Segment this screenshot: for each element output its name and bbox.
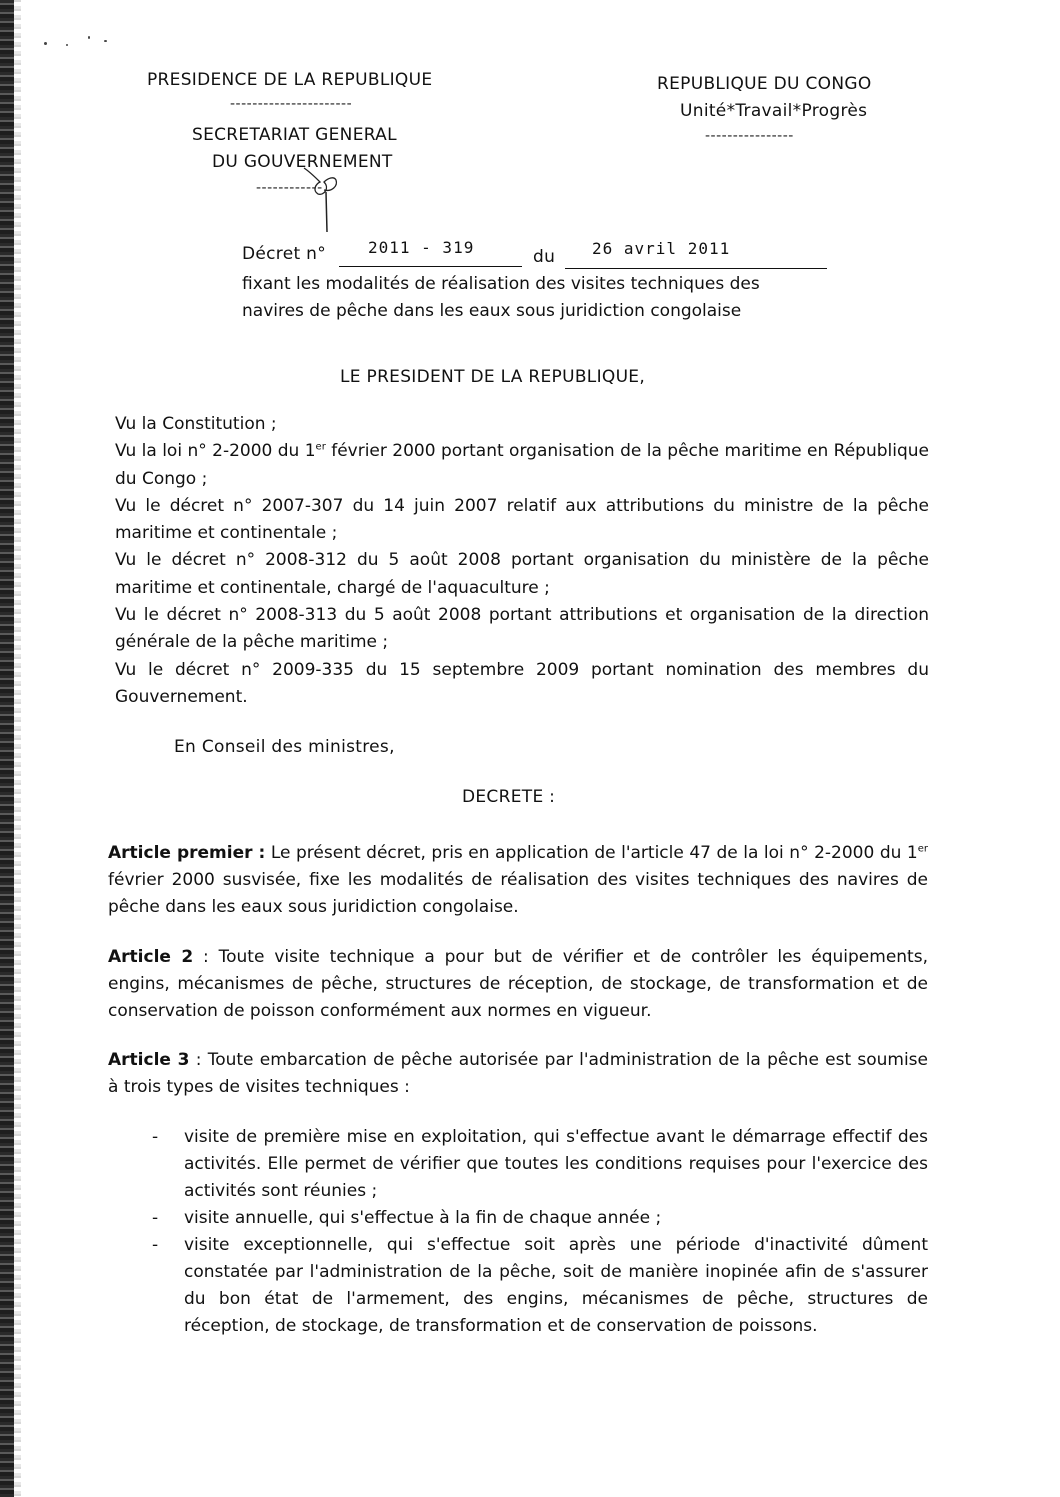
header-divider: ---------------- [705,128,794,144]
president-heading: LE PRESIDENT DE LA REPUBLIQUE, [340,367,646,387]
scan-speck [88,36,90,39]
article-3 [108,1047,928,1101]
decree-number: 2011 - 319 [368,238,475,257]
bullet-dash: - [152,1127,159,1147]
handwritten-mark-icon [296,162,352,234]
article-1-label: Article premier : [108,843,266,863]
bullet-dash: - [152,1208,159,1228]
visa-item: Vu le décret n° 2008-313 du 5 août 2008 portant attributions et organisation de la direction générale de la pêche maritime ; [115,605,929,653]
article-3-label: Article 3 [108,1050,190,1070]
scan-speck [104,40,107,42]
list-item [152,1124,928,1205]
visit-type-text: visite exceptionnelle, qui s'effectue soit après une période d'inactivité dûment constatée par l'administration de la pêche, soit de manière inopinée afin de s'assurer du bon état de l'armement, des engins, mécanismes de pêche, structures de réception, de stockage, de transformation et de conservation de poissons. [184,1235,928,1336]
article-1 [108,840,928,921]
bullet-dash: - [152,1235,159,1255]
visit-types-list [152,1124,928,1340]
visas-block [115,411,929,711]
header-government: DU GOUVERNEMENT [212,152,393,172]
list-item [152,1232,928,1340]
article-2-text: : Toute visite technique a pour but de vérifier et de contrôler les équipements, engins, mécanismes de pêche, structures de réception, de stockage, de transformation et de conservation de poisson conformément aux normes en vigueur. [108,947,928,1021]
decree-subject-line-1: fixant les modalités de réalisation des visites techniques des [242,274,760,294]
header-presidency: PRESIDENCE DE LA REPUBLIQUE [147,70,433,90]
article-2-label: Article 2 [108,947,194,967]
decree-subject-line-2: navires de pêche dans les eaux sous juridiction congolaise [242,301,742,321]
visa-item: Vu le décret n° 2008-312 du 5 août 2008 portant organisation du ministère de la pêche maritime et continentale, chargé de l'aquaculture ; [115,550,929,598]
scan-speck [44,42,47,45]
decree-label: Décret n° [242,244,327,264]
article-2 [108,944,928,1025]
scan-edge [0,0,14,1497]
article-3-text: : Toute embarcation de pêche autorisée par l'administration de la pêche est soumise à trois types de visites techniques : [108,1050,928,1097]
visa-item: Vu la Constitution ; [115,414,277,434]
list-item [152,1205,928,1232]
visa-item: Vu le décret n° 2007-307 du 14 juin 2007 relatif aux attributions du ministre de la pêche maritime et continentale ; [115,495,929,544]
decree-date-label: du [533,247,556,267]
visit-type-text: visite annuelle, qui s'effectue à la fin de chaque année ; [184,1208,662,1228]
header-divider: ---------------------- [230,96,353,112]
decrete-heading: DECRETE : [462,787,556,807]
scan-edge-shadow [14,0,21,1497]
visa-item: Vu la loi n° 2-2000 du 1er février 2000 portant organisation de la pêche maritime en République du Congo ; [115,441,930,489]
council-line: En Conseil des ministres, [174,737,395,757]
visit-type-text: visite de première mise en exploitation, qui s'effectue avant le démarrage effectif des activités. Elle permet de vérifier que toutes les conditions requises pour l'exercice des activités sont réunies ; [184,1127,928,1201]
header-republic: REPUBLIQUE DU CONGO [657,74,872,94]
visa-item: Vu le décret n° 2009-335 du 15 septembre 2009 portant nomination des membres du Gouvernement. [115,659,929,707]
article-1-text: Le présent décret, pris en application de l'article 47 de la loi n° 2-2000 du 1er février 2000 susvisée, fixe les modalités de réalisation des visites techniques des navires de pêche dans les eaux sous juridiction congolaise. [108,843,929,917]
header-motto: Unité*Travail*Progrès [680,101,868,121]
scan-speck [66,44,68,46]
header-divider: ------------ [256,180,323,196]
header-secretariat: SECRETARIAT GENERAL [192,125,397,145]
decree-date: 26 avril 2011 [592,239,731,258]
